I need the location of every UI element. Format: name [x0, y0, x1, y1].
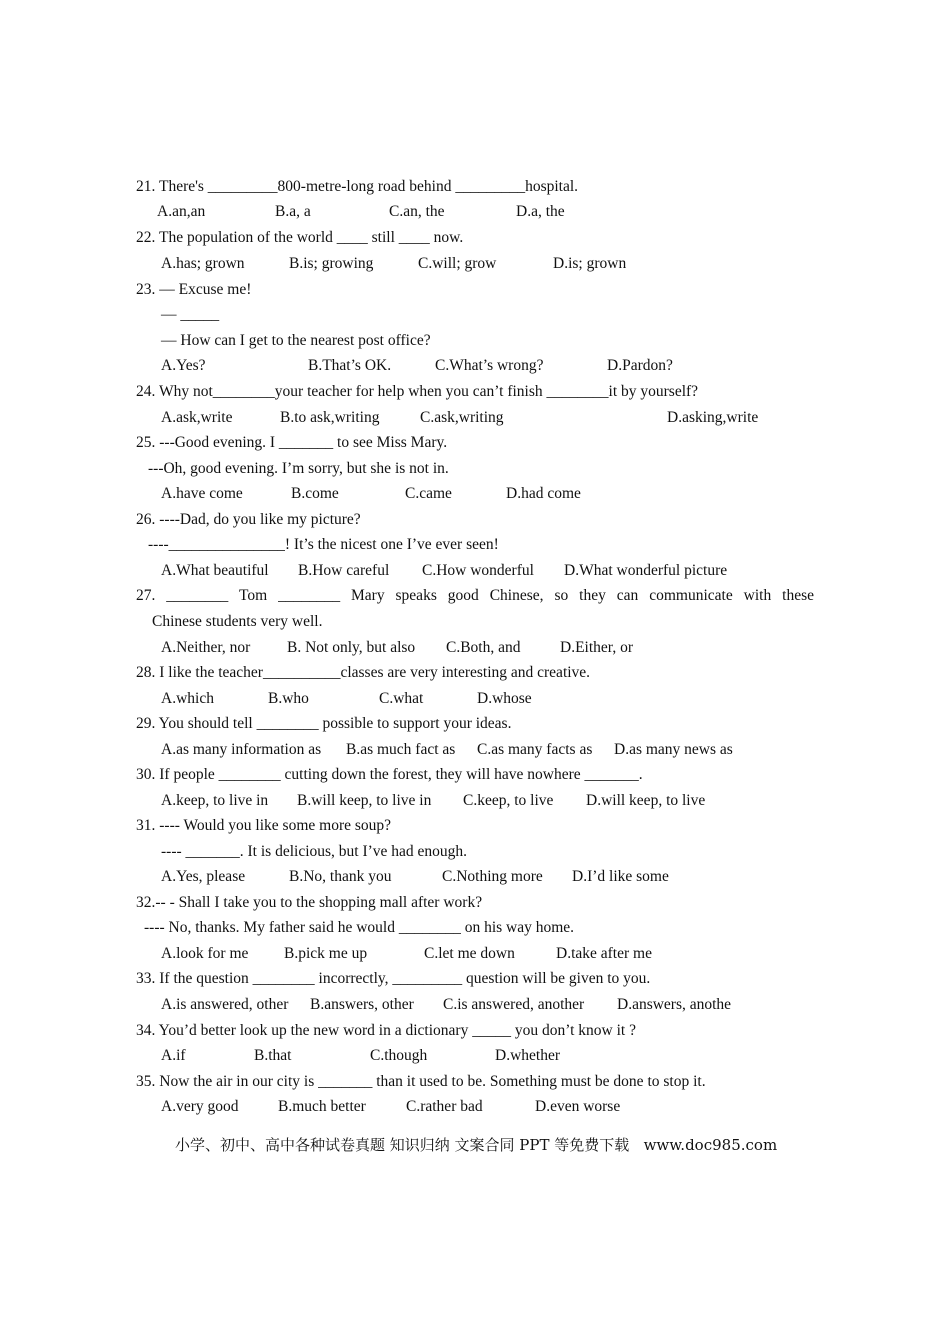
option-b: B.who — [268, 690, 309, 707]
option-b: B.How careful — [298, 562, 390, 579]
option-d: D.I’d like some — [572, 868, 669, 885]
question-31-stem: 31. ---- Would you like some more soup? — [136, 817, 392, 834]
question-24-stem: 24. Why not________your teacher for help when you can’t finish ________it by yourself? — [136, 383, 699, 400]
option-b: B.pick me up — [284, 945, 368, 962]
option-d: D.even worse — [535, 1098, 621, 1115]
option-c: C.will; grow — [418, 255, 497, 272]
option-c: C.an, the — [389, 203, 445, 220]
option-d: D.will keep, to live — [586, 792, 706, 809]
option-b: B.a, a — [275, 203, 311, 220]
option-c: C.ask,writing — [420, 409, 504, 426]
question-29-stem: 29. You should tell ________ possible to support your ideas. — [136, 715, 512, 732]
option-b: B.much better — [278, 1098, 366, 1115]
question-25-stem: 25. ---Good evening. I _______ to see Miss Mary. — [136, 434, 448, 451]
question-21-stem: 21. There's _________800-metre-long road behind _________hospital. — [136, 178, 579, 195]
question-30-stem: 30. If people ________ cutting down the forest, they will have nowhere _______. — [136, 766, 643, 783]
option-d: D.had come — [506, 485, 581, 502]
option-a: A.has; grown — [161, 255, 245, 272]
option-c: C.What’s wrong? — [435, 357, 544, 374]
question-31-line-2: ---- _______. It is delicious, but I’ve had enough. — [161, 843, 468, 860]
question-22-stem: 22. The population of the world ____ still ____ now. — [136, 229, 464, 246]
option-b: B.that — [254, 1047, 292, 1064]
option-b: B. Not only, but also — [287, 639, 416, 656]
option-d: D.whose — [477, 690, 532, 707]
option-a: A.which — [161, 690, 214, 707]
option-a: A.very good — [161, 1098, 239, 1115]
question-27-stem: 27. ________ Tom ________ Mary speaks good Chinese, so they can communicate with these — [136, 587, 814, 604]
question-23-stem: 23. — Excuse me! — [136, 281, 252, 298]
option-b: B.That’s OK. — [308, 357, 392, 374]
option-c: C.Both, and — [446, 639, 521, 656]
question-27-line-2: Chinese students very well. — [152, 613, 323, 630]
option-a: A.an,an — [157, 203, 206, 220]
option-a: A.if — [161, 1047, 186, 1064]
option-b: B.as much fact as — [346, 741, 456, 758]
question-35-stem: 35. Now the air in our city is _______ than it used to be. Something must be done to stop it. — [136, 1073, 706, 1090]
option-d: D.answers, anothe — [617, 996, 732, 1013]
option-b: B.is; growing — [289, 255, 374, 272]
option-d: D.Pardon? — [607, 357, 673, 374]
question-26-stem: 26. ----Dad, do you like my picture? — [136, 511, 361, 528]
question-33-stem: 33. If the question ________ incorrectly, _________ question will be given to you. — [136, 970, 651, 987]
option-c: C.How wonderful — [422, 562, 534, 579]
option-c: C.came — [405, 485, 452, 502]
question-23-line-3: — How can I get to the nearest post office? — [161, 332, 431, 349]
option-a: A.Neither, nor — [161, 639, 251, 656]
option-a: A.What beautiful — [161, 562, 269, 579]
option-d: D.as many news as — [614, 741, 733, 758]
option-c: C.though — [370, 1047, 428, 1064]
option-d: D.whether — [495, 1047, 560, 1064]
option-a: A.keep, to live in — [161, 792, 269, 809]
option-d: D.a, the — [516, 203, 565, 220]
option-c: C.as many facts as — [477, 741, 593, 758]
option-a: A.is answered, other — [161, 996, 289, 1013]
question-34-stem: 34. You’d better look up the new word in a dictionary _____ you don’t know it ? — [136, 1022, 636, 1039]
option-b: B.come — [291, 485, 339, 502]
option-c: C.keep, to live — [463, 792, 554, 809]
option-b: B.will keep, to live in — [297, 792, 432, 809]
option-d: D.Either, or — [560, 639, 633, 656]
option-c: C.what — [379, 690, 424, 707]
option-a: A.have come — [161, 485, 243, 502]
question-28-stem: 28. I like the teacher__________classes are very interesting and creative. — [136, 664, 591, 681]
option-b: B.to ask,writing — [280, 409, 380, 426]
option-b: B.No, thank you — [289, 868, 392, 885]
option-b: B.answers, other — [310, 996, 414, 1013]
option-c: C.Nothing more — [442, 868, 543, 885]
question-32-stem: 32.-- - Shall I take you to the shopping mall after work? — [136, 894, 483, 911]
option-a: A.Yes, please — [161, 868, 246, 885]
option-a: A.ask,write — [161, 409, 233, 426]
option-a: A.Yes? — [161, 357, 206, 374]
option-d: D.take after me — [556, 945, 652, 962]
question-26-line-2: ----_______________! It’s the nicest one I’ve ever seen! — [148, 536, 499, 553]
option-d: D.What wonderful picture — [564, 562, 728, 579]
option-c: C.let me down — [424, 945, 515, 962]
option-a: A.as many information as — [161, 741, 322, 758]
question-32-line-2: ---- No, thanks. My father said he would ________ on his way home. — [144, 919, 575, 936]
footer-text: 小学、初中、高中各种试卷真题 知识归纳 文案合同 PPT 等免费下载 www.doc985.com — [175, 1136, 778, 1154]
question-25-line-2: ---Oh, good evening. I’m sorry, but she is not in. — [148, 460, 449, 477]
question-23-line-2: — _____ — [161, 306, 220, 323]
option-a: A.look for me — [161, 945, 249, 962]
option-d: D.asking,write — [667, 409, 759, 426]
option-c: C.rather bad — [406, 1098, 483, 1115]
option-c: C.is answered, another — [443, 996, 585, 1013]
option-d: D.is; grown — [553, 255, 627, 272]
